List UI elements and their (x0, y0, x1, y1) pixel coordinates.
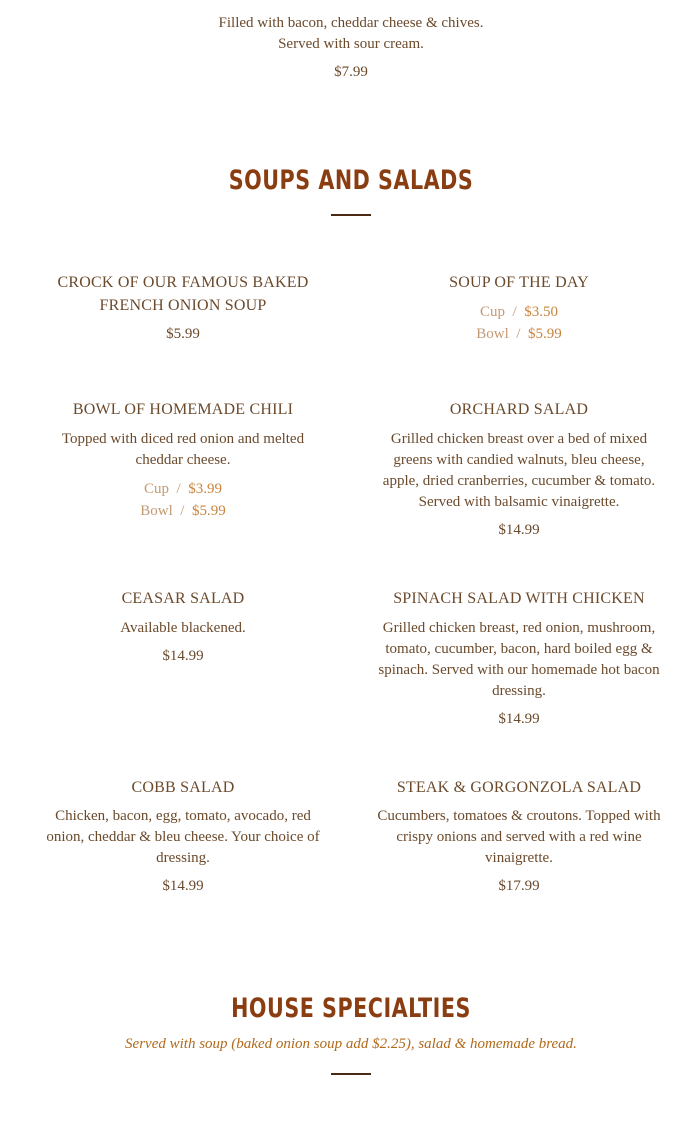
menu-item-name: STEAK & GORGONZOLA SALAD (396, 779, 642, 796)
menu-item-description: Grilled chicken breast, red onion, mushroom, tomato, cucumber, bacon, hard boiled egg & spinach. Served with our homemade hot bacon dressing. (378, 620, 660, 699)
menu-item (38, 776, 328, 895)
size-label: Cup (480, 304, 506, 320)
menu-item (374, 776, 664, 895)
menu-item-price: $17.99 (498, 878, 540, 894)
menu-item-name: CEASAR SALAD (121, 590, 245, 607)
section-note: Served with soup (baked onion soup add $2.25), salad & homemade bread. (125, 1036, 577, 1052)
section-title-house-specialties: HOUSE SPECIALTIES (231, 994, 471, 1024)
size-price: $5.99 (191, 503, 226, 519)
size-label: Bowl (476, 326, 509, 342)
size-label: Bowl (140, 503, 173, 519)
menu-item (374, 398, 664, 539)
size-price: $3.50 (524, 304, 558, 320)
top-item-description (0, 13, 685, 55)
menu-item-price: $5.99 (166, 326, 200, 342)
menu-item-price: $14.99 (498, 522, 540, 538)
menu-item-price: $14.99 (498, 711, 540, 727)
menu-item (38, 398, 328, 522)
size-separator: / (180, 503, 185, 519)
menu-item-description: Available blackened. (120, 620, 246, 636)
top-item-price: $7.99 (334, 64, 368, 80)
section-divider (331, 1073, 371, 1075)
section-title-soups: SOUPS AND SALADS (228, 166, 474, 196)
menu-item-price: $14.99 (162, 878, 204, 894)
menu-item (374, 587, 664, 728)
size-separator: / (512, 304, 517, 320)
top-item-description-line2: Served with sour cream. (278, 36, 424, 52)
size-separator: / (176, 481, 181, 497)
size-separator: / (516, 326, 521, 342)
menu-item-name: BOWL OF HOMEMADE CHILI (72, 401, 294, 418)
size-price: $3.99 (188, 481, 222, 497)
menu-item-description: Chicken, bacon, egg, tomato, avocado, red onion, cheddar & bleu cheese. Your choice of dressing. (46, 808, 320, 866)
menu-item-price: $14.99 (162, 648, 204, 664)
size-cup (38, 478, 328, 500)
menu-item-description: Cucumbers, tomatoes & croutons. Topped with crispy onions and served with a red wine vinaigrette. (377, 808, 661, 866)
size-bowl (374, 323, 664, 345)
size-cup (374, 301, 664, 323)
size-label: Cup (144, 481, 170, 497)
menu-item-description: Topped with diced red onion and melted cheddar cheese. (61, 431, 305, 468)
size-bowl (38, 500, 328, 522)
menu-item-name: SPINACH SALAD WITH CHICKEN (393, 590, 645, 607)
section-divider (331, 214, 371, 216)
menu-item-name: ORCHARD SALAD (449, 401, 589, 418)
menu-item (38, 587, 328, 665)
size-price: $5.99 (527, 326, 562, 342)
menu-item-name: COBB SALAD (131, 779, 235, 796)
menu-item-name: SOUP OF THE DAY (449, 274, 589, 291)
menu-item (38, 271, 328, 343)
menu-item-name: CROCK OF OUR FAMOUS BAKED FRENCH ONION SOUP (57, 274, 309, 314)
menu-item (374, 271, 664, 345)
top-item-description-line1: Filled with bacon, cheddar cheese & chives. (218, 15, 484, 31)
menu-item-description: Grilled chicken breast over a bed of mixed greens with candied walnuts, bleu cheese, apple, dried cranberries, cucumber & tomato. Served with balsamic vinaigrette. (382, 431, 656, 510)
